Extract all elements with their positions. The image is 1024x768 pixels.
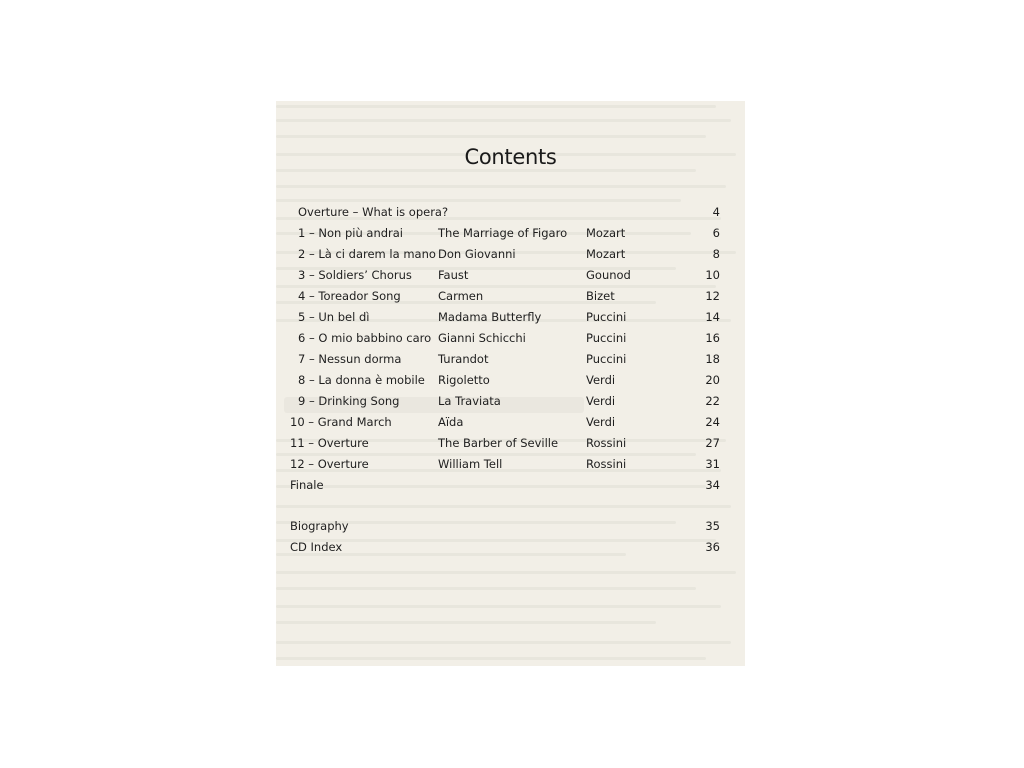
toc-item-title: 3 – Soldiers’ Chorus [298, 268, 412, 282]
bleed-through-line [276, 105, 716, 108]
toc-item-title: 12 – Overture [290, 457, 369, 471]
toc-opera: The Barber of Seville [438, 436, 559, 450]
toc-row [276, 516, 745, 536]
page-title: Contents [464, 145, 557, 169]
toc-opera: William Tell [438, 457, 503, 471]
toc-composer: Gounod [586, 268, 631, 282]
toc-composer: Verdi [586, 415, 616, 429]
toc-opera: The Marriage of Figaro [438, 226, 568, 240]
toc-composer: Bizet [586, 289, 615, 303]
toc-item-title: 10 – Grand March [290, 415, 392, 429]
toc-row [276, 475, 745, 495]
toc-opera: Gianni Schicchi [438, 331, 526, 345]
toc-item-title: 1 – Non più andrai [298, 226, 404, 240]
toc-row [276, 370, 745, 390]
toc-row [276, 328, 745, 348]
toc-page-number: 24 [705, 415, 720, 429]
bleed-through-line [276, 621, 656, 624]
toc-opera: Rigoletto [438, 373, 490, 387]
toc-composer: Rossini [586, 436, 627, 450]
toc-row [276, 391, 745, 411]
toc-composer: Puccini [586, 331, 627, 345]
toc-item-title: 2 – Là ci darem la mano [298, 247, 436, 261]
toc-page-number: 27 [705, 436, 720, 450]
bleed-through-line [276, 571, 736, 574]
toc-row [276, 223, 745, 243]
toc-row [276, 202, 745, 222]
toc-page-number: 4 [712, 205, 720, 219]
toc-page-number: 31 [705, 457, 720, 471]
toc-page-number: 20 [705, 373, 720, 387]
toc-page-number: 10 [705, 268, 720, 282]
toc-row [276, 307, 745, 327]
contents-page [276, 101, 745, 666]
toc-opera: Aïda [438, 415, 464, 429]
bleed-through-line [276, 185, 726, 188]
toc-item-title: Overture – What is opera? [298, 205, 449, 219]
bleed-through-line [276, 605, 721, 608]
toc-item-title: Biography [290, 519, 349, 533]
toc-opera: Madama Butterfly [438, 310, 542, 324]
toc-row [276, 265, 745, 285]
toc-row [276, 454, 745, 474]
toc-item-title: 5 – Un bel dì [298, 310, 370, 324]
toc-page-number: 14 [705, 310, 720, 324]
toc-row [276, 349, 745, 369]
toc-page-number: 12 [705, 289, 720, 303]
toc-item-title: 8 – La donna è mobile [298, 373, 425, 387]
toc-item-title: 9 – Drinking Song [298, 394, 400, 408]
bleed-through-line [276, 587, 696, 590]
toc-page-number: 6 [712, 226, 720, 240]
toc-page-number: 16 [705, 331, 720, 345]
toc-item-title: 11 – Overture [290, 436, 369, 450]
toc-composer: Mozart [586, 226, 626, 240]
toc-opera: La Traviata [438, 394, 501, 408]
toc-opera: Don Giovanni [438, 247, 516, 261]
toc-page-number: 22 [705, 394, 720, 408]
toc-composer: Mozart [586, 247, 626, 261]
toc-composer: Verdi [586, 373, 616, 387]
toc-composer: Verdi [586, 394, 616, 408]
toc-page-number: 35 [705, 519, 720, 533]
bleed-through-line [276, 169, 696, 172]
bleed-through-line [276, 119, 731, 122]
toc-item-title: CD Index [290, 540, 343, 554]
bleed-through-line [276, 505, 731, 508]
bleed-through-line [276, 641, 731, 644]
toc-page-number: 36 [705, 540, 720, 554]
toc-row [276, 286, 745, 306]
toc-page-number: 8 [712, 247, 720, 261]
toc-composer: Puccini [586, 352, 627, 366]
toc-item-title: 7 – Nessun dorma [298, 352, 402, 366]
toc-item-title: 4 – Toreador Song [298, 289, 401, 303]
toc-row [276, 537, 745, 557]
toc-row [276, 244, 745, 264]
toc-opera: Faust [438, 268, 469, 282]
bleed-through-line [276, 135, 706, 138]
toc-opera: Turandot [438, 352, 489, 366]
toc-page-number: 34 [705, 478, 720, 492]
toc-opera: Carmen [438, 289, 484, 303]
toc-item-title: 6 – O mio babbino caro [298, 331, 432, 345]
toc-composer: Rossini [586, 457, 627, 471]
toc-page-number: 18 [705, 352, 720, 366]
toc-item-title: Finale [290, 478, 324, 492]
toc-row [276, 412, 745, 432]
bleed-through-line [276, 657, 706, 660]
toc-composer: Puccini [586, 310, 627, 324]
toc-row [276, 433, 745, 453]
